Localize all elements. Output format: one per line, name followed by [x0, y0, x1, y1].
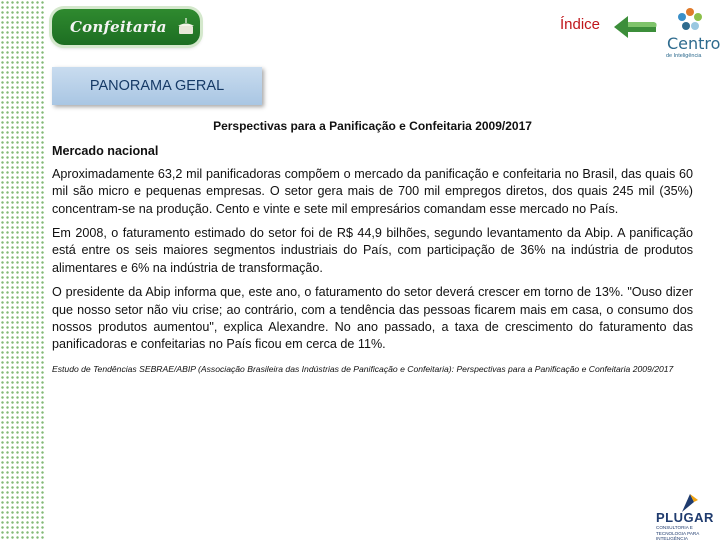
section-banner: PANORAMA GERAL — [52, 67, 262, 105]
source-citation: Estudo de Tendências SEBRAE/ABIP (Associação Brasileira das Indústrias de Panificação e Confeitaria): Perspectivas para a Panificação e Confeitaria 2009/2017 — [52, 363, 674, 374]
confeitaria-logo — [52, 9, 200, 45]
section-title: Mercado nacional — [52, 144, 159, 159]
paragraph: O presidente da Abip informa que, este ano, o faturamento do setor deverá crescer em torno de 13%. "Ouso dizer que nosso setor não viu crise; ao contrário, com a tendência das pessoas ficarem mais em casa, o consumo dos nossos produtos aumentou", explica Alexandre. No ano passado, a taxa de crescimento do faturamento das panificadoras e confeitarias no País ficou em cerca de 11%. — [52, 285, 693, 352]
document-body — [52, 114, 693, 378]
document-title: Perspectivas para a Panificação e Confeitaria 2009/2017 — [213, 119, 532, 133]
centro-logo-text: Centro — [667, 34, 720, 53]
indice-link[interactable]: Índice — [560, 16, 601, 33]
centro-logo-subtext: de Inteligência — [666, 53, 702, 59]
paragraph: Em 2008, o faturamento estimado do setor foi de R$ 44,9 bilhões, segundo levantamento da Abip. A panificação está entre os seis maiores segmentos industriais do País, com participação de 36% na indústria de produtos alimentares e 6% na indústria de transformação. — [52, 226, 693, 275]
dotted-border-decoration — [0, 0, 46, 540]
cake-icon — [175, 16, 197, 38]
plugar-logo-text: PLUGAR — [656, 510, 714, 525]
plugar-logo-subtext: CONSULTORIA E TECNOLOGIA PARA INTELIGÊNCIA — [656, 525, 700, 541]
back-arrow-icon[interactable] — [612, 14, 658, 40]
paragraph: Aproximadamente 63,2 mil panificadoras compõem o mercado da panificação e confeitaria no Brasil, das quais 60 mil são micro e pequenas empresas. O setor gera mais de 700 mil empregos diretos, dos quais 245 mil (35%) concentram-se na produção. Cento e vinte e sete mil empresários comandam esse mercado no País. — [52, 166, 693, 216]
logo-text: Confeitaria — [70, 18, 167, 36]
